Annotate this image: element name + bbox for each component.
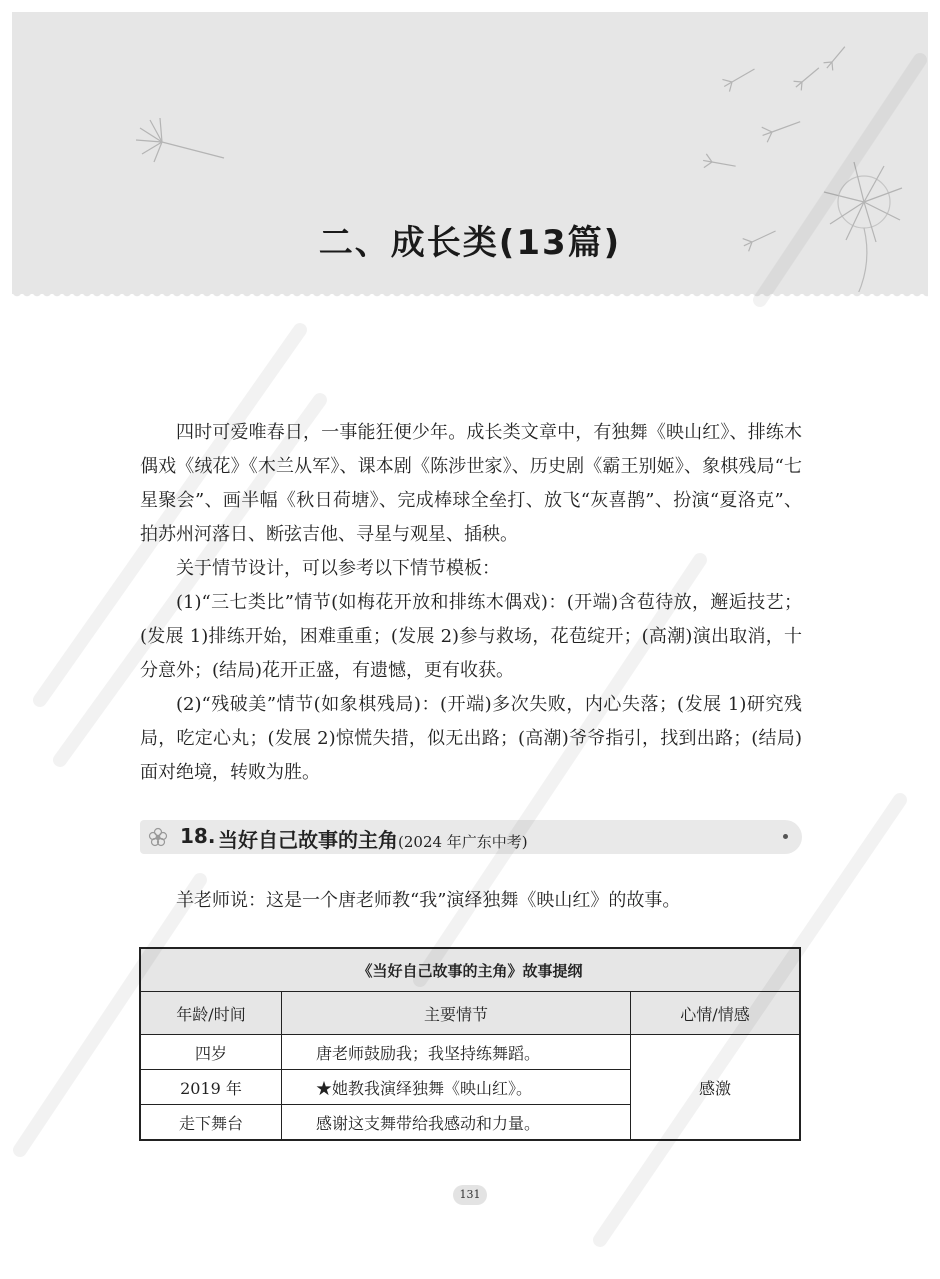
- table-row: [140, 1035, 800, 1070]
- row-emotion: 感激: [631, 1035, 801, 1141]
- section-number: 18.: [180, 824, 216, 848]
- table-header-plot: 主要情节: [282, 992, 631, 1035]
- chapter-title: 二、成长类(13篇): [318, 223, 622, 263]
- intro-text: [140, 416, 802, 790]
- row-plot: ★她教我演绎独舞《映山红》。: [282, 1070, 631, 1105]
- section-title-group: [218, 824, 528, 853]
- row-time: 四岁: [140, 1035, 282, 1070]
- scalloped-edge: [12, 292, 928, 300]
- row-time: 走下舞台: [140, 1105, 282, 1141]
- page-number: 131: [453, 1185, 487, 1205]
- row-plot: 感谢这支舞带给我感动和力量。: [282, 1105, 631, 1141]
- intro-paragraph: (1)“三七类比”情节(如梅花开放和排练木偶戏)：(开端)含苞待放，邂逅技艺；(发展 1)排练开始，困难重重；(发展 2)参与救场，花苞绽开；(高潮)演出取消，十分意外；(结局)花开正盛，有遗憾，更有收获。: [140, 592, 802, 681]
- intro-paragraph: 关于情节设计，可以参考以下情节模板：: [176, 558, 500, 579]
- intro-paragraph: 四时可爱唯春日，一事能狂便少年。成长类文章中，有独舞《映山红》、排练木偶戏《绒花》《木兰从军》、课本剧《陈涉世家》、历史剧《霸王别姬》、象棋残局“七星聚会”、画半幅《秋日荷塘》、完成棒球全垒打、放飞“灰喜鹊”、扮演“夏洛克”、拍苏州河落日、断弦吉他、寻星与观星、插秧。: [140, 422, 802, 545]
- section-title: 当好自己故事的主角: [218, 828, 398, 852]
- row-plot: 唐老师鼓励我；我坚持练舞蹈。: [282, 1035, 631, 1070]
- bullet-dot: [783, 834, 788, 839]
- section-heading: [140, 820, 802, 854]
- section-source: (2024 年广东中考): [398, 833, 528, 851]
- teacher-comment: 羊老师说：这是一个唐老师教“我”演绎独舞《映山红》的故事。: [176, 890, 681, 911]
- table-header-emotion: 心情/情感: [631, 992, 801, 1035]
- table-caption: 《当好自己故事的主角》故事提纲: [140, 948, 800, 992]
- story-outline-table: [139, 947, 801, 1141]
- row-time: 2019 年: [140, 1070, 282, 1105]
- flower-icon: [148, 827, 168, 847]
- intro-paragraph: (2)“残破美”情节(如象棋残局)：(开端)多次失败，内心失落；(发展 1)研究残局，吃定心丸；(发展 2)惊慌失措，似无出路；(高潮)爷爷指引，找到出路；(结局)面对绝境，转败为胜。: [140, 694, 802, 783]
- table-header-time: 年龄/时间: [140, 992, 282, 1035]
